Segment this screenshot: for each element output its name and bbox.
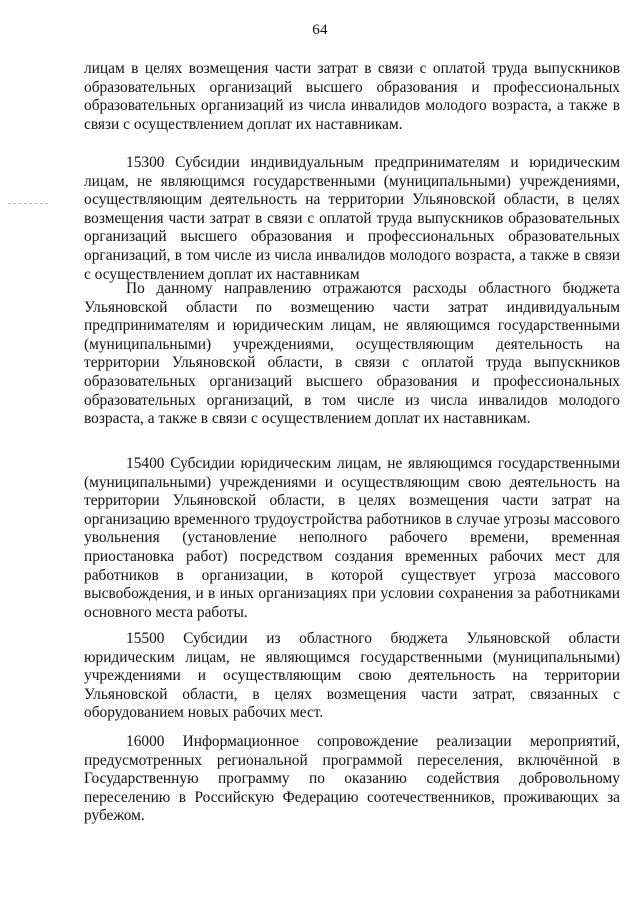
paragraph-15300-description: По данному направлению отражаются расходы областного бюджета Ульяновской области по возмещению части затрат индивидуальным предпринимателям и юридическим лицам, не являющимся государственными (муниципальными) учреждениями, осуществляющим деятельность на территории Ульяновской области, в связи с оплатой труда выпускников образовательных организаций высшего образования и профессиональных образовательных организаций, в том числе из числа инвалидов молодого возраста, а также в связи с осуществлением доплат их наставникам.: [84, 280, 620, 428]
margin-scan-mark: [8, 203, 48, 206]
paragraph-15300-heading: 15300 Субсидии индивидуальным предпринимателям и юридическим лицам, не являющимся государственными (муниципальными) учреждениями, осуществляющим деятельность на территории Ульяновской области, в целях возмещения части затрат в связи с оплатой труда выпускников образовательных организаций высшего образования и профессиональных образовательных организаций, в том числе из числа инвалидов молодого возраста, а также в связи с осуществлением доплат их наставникам: [84, 154, 620, 283]
paragraph-15500: 15500 Субсидии из областного бюджета Ульяновской области юридическим лицам, не являющимся государственными (муниципальными) учреждениями и осуществляющим свою деятельность на территории Ульяновской области, в целях возмещения части затрат, связанных с оборудованием новых рабочих мест.: [84, 630, 620, 722]
paragraph-15400: 15400 Субсидии юридическим лицам, не являющимся государственными (муниципальными) учреждениями и осуществляющим свою деятельность на территории Ульяновской области, в целях возмещения части затрат на организацию временного трудоустройства работников в случае угрозы массового увольнения (установление неполного рабочего времени, временная приостановка работ) посредством создания временных рабочих мест для работников в организации, в которой существует угроза массового высвобождения, и в иных организациях при условии сохранения за работниками основного места работы.: [84, 455, 620, 621]
page-number: 64: [312, 22, 328, 38]
paragraph-continuation: лицам в целях возмещения части затрат в связи с оплатой труда выпускников образовательных организаций высшего образования и профессиональных образовательных организаций из числа инвалидов молодого возраста, а также в связи с осуществлением доплат их наставникам.: [84, 60, 620, 133]
paragraph-16000: 16000 Информационное сопровождение реализации мероприятий, предусмотренных региональной программой переселения, включённой в Государственную программу по оказанию содействия добровольному переселению в Российскую Федерацию соотечественников, проживающих за рубежом.: [84, 733, 620, 825]
